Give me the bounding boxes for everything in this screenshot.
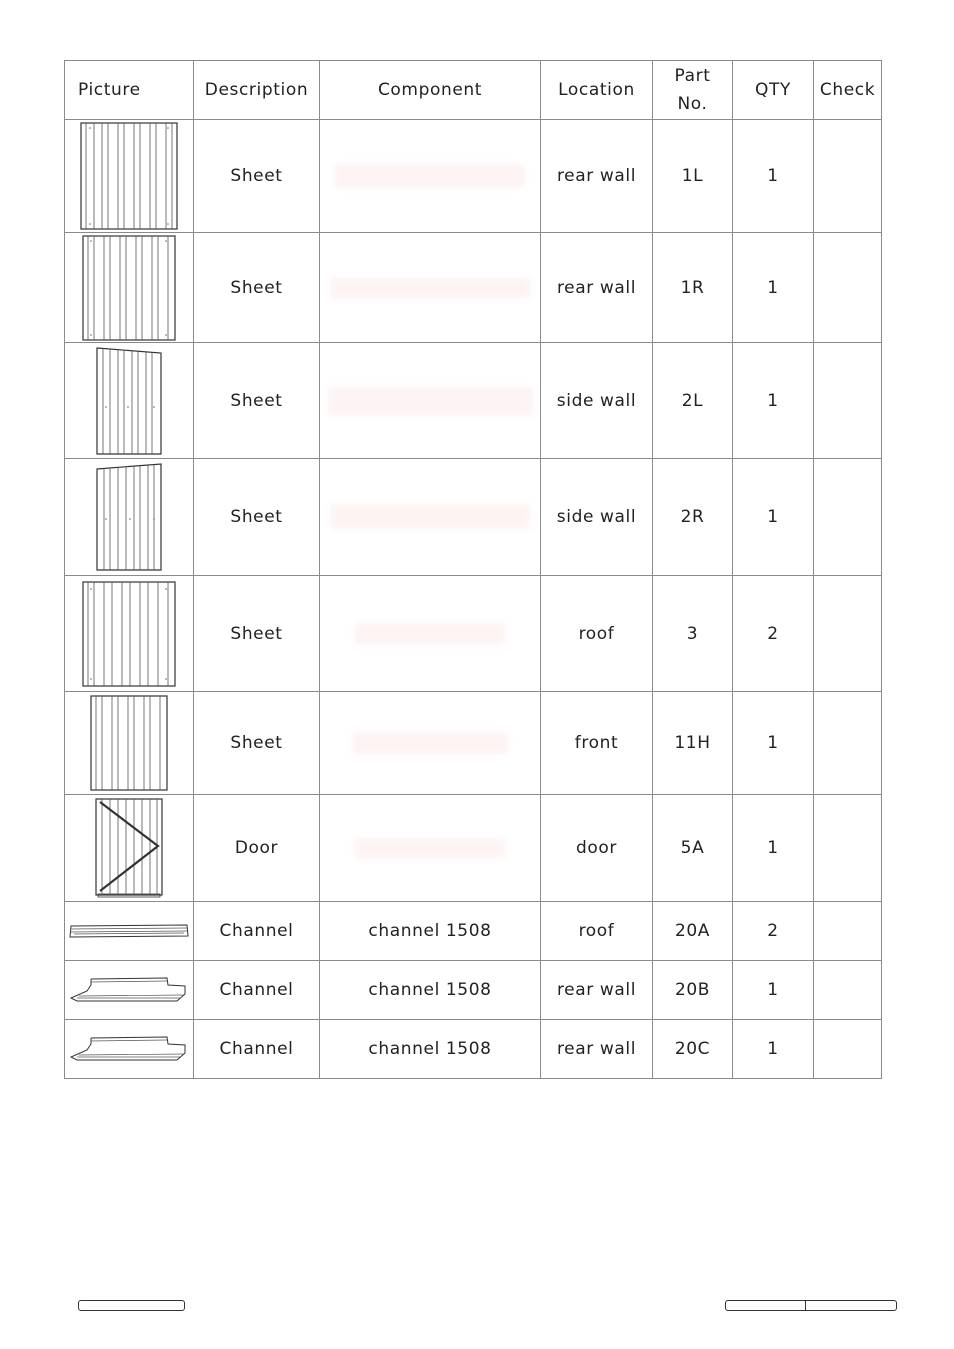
location-cell: door bbox=[541, 795, 653, 902]
table-row bbox=[65, 120, 882, 233]
check-cell[interactable] bbox=[814, 961, 882, 1020]
location-cell: side wall bbox=[541, 459, 653, 576]
location-cell: roof bbox=[541, 576, 653, 692]
table-row bbox=[65, 1020, 882, 1079]
location-cell: front bbox=[541, 692, 653, 795]
redacted-component bbox=[353, 732, 508, 754]
table-row bbox=[65, 576, 882, 692]
component-cell bbox=[320, 233, 541, 343]
picture-cell bbox=[65, 1020, 194, 1079]
rear-wall-sheet-icon bbox=[80, 122, 178, 230]
location-cell: rear wall bbox=[541, 1020, 653, 1079]
header-picture: Picture bbox=[65, 61, 194, 120]
part-no-cell: 5A bbox=[653, 795, 733, 902]
picture-cell bbox=[65, 902, 194, 961]
side-wall-sheet-icon bbox=[96, 463, 162, 571]
header-check: Check bbox=[814, 61, 882, 120]
parts-list-table bbox=[64, 60, 882, 1079]
part-no-cell: 20B bbox=[653, 961, 733, 1020]
qty-cell: 2 bbox=[733, 902, 814, 961]
location-cell: roof bbox=[541, 902, 653, 961]
table-row bbox=[65, 902, 882, 961]
qty-cell: 1 bbox=[733, 233, 814, 343]
table-row bbox=[65, 459, 882, 576]
part-no-cell: 2R bbox=[653, 459, 733, 576]
rear-wall-sheet-icon bbox=[82, 235, 176, 341]
header-part-no-line2: No. bbox=[677, 94, 708, 114]
picture-cell bbox=[65, 459, 194, 576]
component-cell bbox=[320, 692, 541, 795]
side-wall-sheet-icon bbox=[96, 347, 162, 455]
header-description: Description bbox=[194, 61, 320, 120]
part-no-cell: 1R bbox=[653, 233, 733, 343]
check-cell[interactable] bbox=[814, 902, 882, 961]
picture-cell bbox=[65, 961, 194, 1020]
location-cell: rear wall bbox=[541, 233, 653, 343]
check-cell[interactable] bbox=[814, 120, 882, 233]
header-component: Component bbox=[320, 61, 541, 120]
check-cell[interactable] bbox=[814, 459, 882, 576]
part-no-cell: 3 bbox=[653, 576, 733, 692]
qty-cell: 1 bbox=[733, 343, 814, 459]
footer-right-divider bbox=[805, 1301, 806, 1310]
part-no-cell: 2L bbox=[653, 343, 733, 459]
table-row bbox=[65, 692, 882, 795]
description-cell: Sheet bbox=[194, 692, 320, 795]
description-cell: Sheet bbox=[194, 120, 320, 233]
check-cell[interactable] bbox=[814, 576, 882, 692]
part-no-cell: 20A bbox=[653, 902, 733, 961]
qty-cell: 1 bbox=[733, 692, 814, 795]
component-cell: channel 1508 bbox=[320, 961, 541, 1020]
description-cell: Door bbox=[194, 795, 320, 902]
picture-cell bbox=[65, 233, 194, 343]
description-cell: Sheet bbox=[194, 576, 320, 692]
header-part-no bbox=[653, 61, 733, 120]
check-cell[interactable] bbox=[814, 795, 882, 902]
table-row bbox=[65, 343, 882, 459]
picture-cell bbox=[65, 795, 194, 902]
component-cell bbox=[320, 795, 541, 902]
component-cell bbox=[320, 120, 541, 233]
check-cell[interactable] bbox=[814, 692, 882, 795]
description-cell: Channel bbox=[194, 902, 320, 961]
description-cell: Channel bbox=[194, 961, 320, 1020]
channel-icon bbox=[68, 922, 190, 940]
qty-cell: 2 bbox=[733, 576, 814, 692]
component-cell: channel 1508 bbox=[320, 902, 541, 961]
description-cell: Sheet bbox=[194, 233, 320, 343]
part-no-cell: 1L bbox=[653, 120, 733, 233]
part-no-cell: 11H bbox=[653, 692, 733, 795]
table-header-row bbox=[65, 61, 882, 120]
qty-cell: 1 bbox=[733, 795, 814, 902]
roof-sheet-icon bbox=[82, 581, 176, 687]
check-cell[interactable] bbox=[814, 233, 882, 343]
door-panel-icon bbox=[94, 798, 164, 898]
table-row bbox=[65, 795, 882, 902]
check-cell[interactable] bbox=[814, 1020, 882, 1079]
redacted-component bbox=[328, 387, 533, 415]
redacted-component bbox=[355, 838, 505, 858]
component-cell bbox=[320, 343, 541, 459]
footer-left-box bbox=[78, 1300, 185, 1311]
stepped-channel-icon bbox=[69, 977, 189, 1003]
table-row bbox=[65, 961, 882, 1020]
location-cell: rear wall bbox=[541, 961, 653, 1020]
location-cell: side wall bbox=[541, 343, 653, 459]
part-no-cell: 20C bbox=[653, 1020, 733, 1079]
header-location: Location bbox=[541, 61, 653, 120]
description-cell: Sheet bbox=[194, 343, 320, 459]
component-cell bbox=[320, 459, 541, 576]
picture-cell bbox=[65, 120, 194, 233]
check-cell[interactable] bbox=[814, 343, 882, 459]
header-qty: QTY bbox=[733, 61, 814, 120]
qty-cell: 1 bbox=[733, 120, 814, 233]
front-sheet-icon bbox=[90, 695, 168, 791]
picture-cell bbox=[65, 576, 194, 692]
qty-cell: 1 bbox=[733, 961, 814, 1020]
picture-cell bbox=[65, 692, 194, 795]
qty-cell: 1 bbox=[733, 459, 814, 576]
redacted-component bbox=[330, 278, 530, 298]
stepped-channel-icon bbox=[69, 1036, 189, 1062]
redacted-component bbox=[355, 623, 505, 645]
location-cell: rear wall bbox=[541, 120, 653, 233]
header-part-no-line1: Part bbox=[674, 66, 711, 86]
table-row bbox=[65, 233, 882, 343]
redacted-component bbox=[330, 505, 530, 529]
component-cell bbox=[320, 576, 541, 692]
qty-cell: 1 bbox=[733, 1020, 814, 1079]
picture-cell bbox=[65, 343, 194, 459]
redacted-component bbox=[335, 164, 525, 188]
description-cell: Sheet bbox=[194, 459, 320, 576]
footer-right-box bbox=[725, 1300, 897, 1311]
component-cell: channel 1508 bbox=[320, 1020, 541, 1079]
description-cell: Channel bbox=[194, 1020, 320, 1079]
